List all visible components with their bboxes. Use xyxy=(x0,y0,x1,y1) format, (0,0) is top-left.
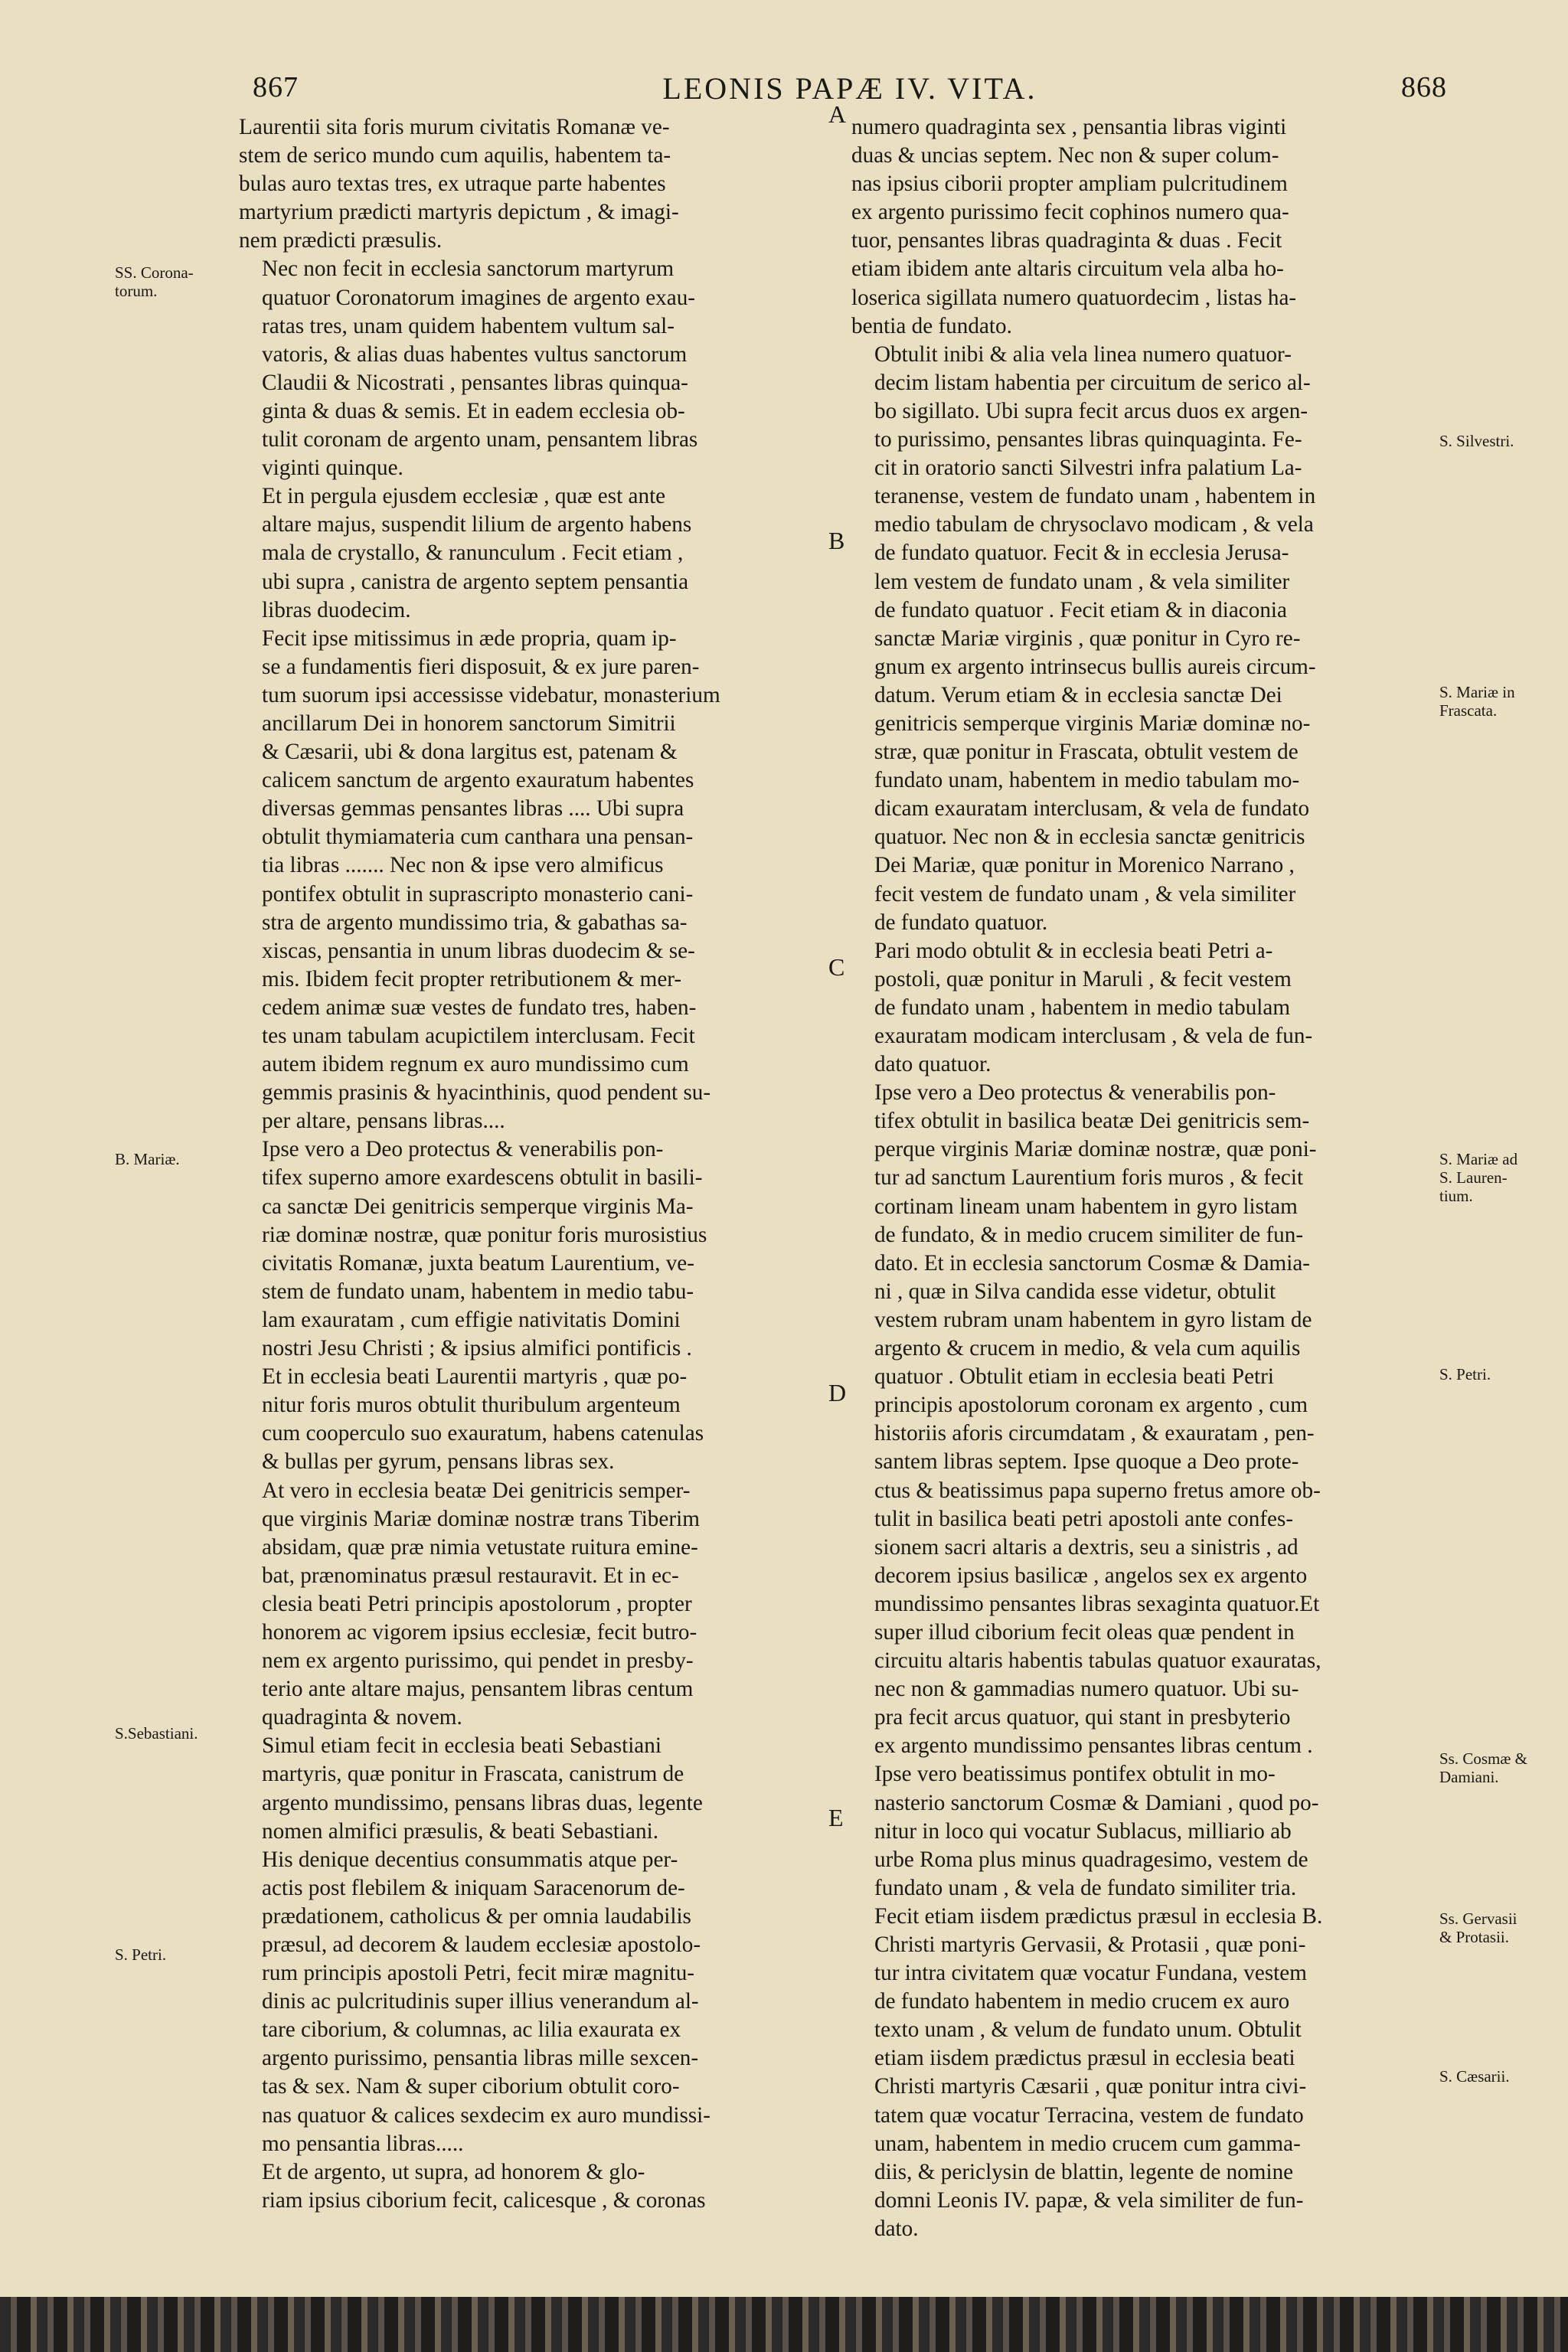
text-line: ni , quæ in Silva candida esse videtur, obtulit xyxy=(874,1279,1276,1304)
text-line: libras duodecim. xyxy=(262,597,411,622)
text-line: Fecit etiam iisdem prædictus præsul in ecclesia B. xyxy=(874,1903,1323,1929)
text-line: actis post flebilem & iniquam Saracenorum de- xyxy=(262,1875,685,1900)
paragraph xyxy=(239,1477,822,1733)
paragraph xyxy=(239,625,822,1136)
text-line: mundissimo pensantes libras sexaginta quatuor.Et xyxy=(874,1591,1320,1616)
text-line: diversas gemmas pensantes libras .... Ubi supra xyxy=(262,796,684,822)
text-line: bentia de fundato. xyxy=(851,313,1012,338)
section-letter-e: E xyxy=(828,1804,844,1831)
text-line: bo sigillato. Ubi supra fecit arcus duos ex argen- xyxy=(874,398,1308,423)
paragraph xyxy=(239,482,822,624)
text-line: medio tabulam de chrysoclavo modicam , & vela xyxy=(874,512,1314,537)
text-line: historiis aforis circumdatam , & exauratam , pen- xyxy=(874,1421,1315,1446)
text-line: ancillarum Dei in honorem sanctorum Simitrii xyxy=(262,710,676,736)
margin-note-right: S. Mariæ in Frascata. xyxy=(1439,683,1515,720)
text-line: Ipse vero a Deo protectus & venerabilis pon- xyxy=(874,1080,1276,1106)
text-line: tur intra civitatem quæ vocatur Fundana, vestem xyxy=(874,1961,1307,1986)
text-line: que virginis Mariæ dominæ nostræ trans Tiberim xyxy=(262,1506,700,1531)
section-letter-a: A xyxy=(828,100,847,128)
text-line: stræ, quæ ponitur in Frascata, obtulit vestem de xyxy=(874,740,1298,765)
text-line: Fecit ipse mitissimus in æde propria, quam ip- xyxy=(262,626,677,651)
text-line: tifex obtulit in basilica beatæ Dei genitricis sem- xyxy=(874,1109,1310,1134)
text-line: dato. Et in ecclesia sanctorum Cosmæ & Damia- xyxy=(874,1250,1311,1276)
text-line: to purissimo, pensantes libras quinquaginta. Fe- xyxy=(874,427,1302,452)
text-line: tulit in basilica beati petri apostoli ante confes- xyxy=(874,1506,1294,1531)
text-line: ex argento mundissimo pensantes libras centum . xyxy=(874,1733,1313,1759)
text-line: bat, prænominatus præsul restauravit. Et in ec- xyxy=(262,1563,679,1588)
margin-note-left: S. Petri. xyxy=(115,1945,167,1964)
text-line: civitatis Romanæ, juxta beatum Laurentium, ve- xyxy=(262,1250,694,1276)
text-line: stem de serico mundo cum aquilis, habentem ta- xyxy=(239,143,671,168)
text-line: fundato unam , & vela de fundato similiter tria. xyxy=(874,1875,1297,1900)
text-line: tia libras ....... Nec non & ipse vero almificus xyxy=(262,853,664,878)
text-line: altare majus, suspendit lilium de argento habens xyxy=(262,512,692,537)
margin-note-right: S. Cæsarii. xyxy=(1439,2067,1510,2086)
text-line: genitricis semperque virginis Mariæ dominæ no- xyxy=(874,710,1311,736)
text-line: nasterio sanctorum Cosmæ & Damiani , quod po- xyxy=(874,1790,1319,1815)
text-line: dinis ac pulcritudinis super illius venerandum al- xyxy=(262,1989,699,2014)
page-header xyxy=(253,70,1447,109)
text-line: riæ dominæ nostræ, quæ ponitur foris murosistius xyxy=(262,1222,707,1247)
text-line: principis apostolorum coronam ex argento , cum xyxy=(874,1393,1308,1418)
text-line: fundato unam, habentem in medio tabulam mo- xyxy=(874,768,1300,793)
text-line: argento mundissimo, pensans libras duas, legente xyxy=(262,1790,703,1815)
text-line: ctus & beatissimus papa superno fretus amore ob- xyxy=(874,1478,1321,1503)
text-line: tulit coronam de argento unam, pensantem libras xyxy=(262,427,698,452)
text-line: lem vestem de fundato unam , & vela similiter xyxy=(874,569,1290,594)
paragraph xyxy=(851,113,1439,341)
text-line: stra de argento mundissimo tria, & gabathas sa- xyxy=(262,910,688,935)
text-line: duas & uncias septem. Nec non & super colum- xyxy=(851,143,1279,168)
text-line: nas quatuor & calices sexdecim ex auro mundissi- xyxy=(262,2102,711,2128)
text-line: exauratam modicam interclusam , & vela de fun- xyxy=(874,1024,1313,1048)
text-line: super illud ciborium fecit oleas quæ pendent in xyxy=(874,1619,1295,1645)
margin-note-left: S.Sebastiani. xyxy=(115,1724,198,1743)
text-line: tifex superno amore exardescens obtulit in basili- xyxy=(262,1165,703,1191)
text-line: Simul etiam fecit in ecclesia beati Sebastiani xyxy=(262,1733,662,1759)
text-line: prædationem, catholicus & per omnia laudabilis xyxy=(262,1903,691,1929)
text-line: Claudii & Nicostrati , pensantes libras quinqua- xyxy=(262,370,688,395)
page-number-left: 867 xyxy=(253,71,299,103)
text-line: decim listam habentia per circuitum de serico al- xyxy=(874,370,1311,395)
text-line: & Cæsarii, ubi & dona largitus est, patenam & xyxy=(262,740,678,765)
text-line: martyris, quæ ponitur in Frascata, canistrum de xyxy=(262,1762,684,1787)
paragraph xyxy=(239,1846,822,2158)
text-line: ex argento purissimo fecit cophinos numero qua- xyxy=(851,200,1289,225)
text-line: riam ipsius ciborium fecit, calicesque , & coronas xyxy=(262,2187,706,2213)
text-line: honorem ac vigorem ipsius ecclesiæ, fecit butro- xyxy=(262,1619,697,1645)
text-line: nas ipsius ciborii propter ampliam pulcritudinem xyxy=(851,172,1288,197)
text-line: ubi supra , canistra de argento septem pensantia xyxy=(262,569,689,594)
text-line: de fundato quatuor . Fecit etiam & in diaconia xyxy=(874,597,1287,622)
text-line: sionem sacri altaris a dextris, seu a sinistris , ad xyxy=(874,1534,1298,1560)
text-line: nomen almifici præsulis, & beati Sebastiani. xyxy=(262,1818,658,1844)
text-line: Ipse vero beatissimus pontifex obtulit in mo- xyxy=(874,1762,1276,1787)
paragraph xyxy=(239,2158,822,2215)
text-line: His denique decentius consummatis atque per- xyxy=(262,1847,678,1872)
paragraph xyxy=(239,1732,822,1845)
text-line: domni Leonis IV. papæ, & vela similiter de fun- xyxy=(874,2187,1304,2213)
text-line: tatem quæ vocatur Terracina, vestem de fundato xyxy=(874,2102,1304,2128)
text-line: Nec non fecit in ecclesia sanctorum martyrum xyxy=(262,256,675,282)
text-line: Et in ecclesia beati Laurentii martyris , quæ po- xyxy=(262,1364,688,1390)
text-line: quatuor . Obtulit etiam in ecclesia beati Petri xyxy=(874,1364,1274,1390)
text-line: postoli, quæ ponitur in Maruli , & fecit vestem xyxy=(874,966,1292,991)
paragraph xyxy=(851,1760,1439,2243)
margin-note-right: Ss. Cosmæ & Damiani. xyxy=(1439,1749,1527,1786)
text-line: argento purissimo, pensantia libras mille sexcen- xyxy=(262,2046,699,2071)
text-line: absidam, quæ præ nimia vetustate ruitura emine- xyxy=(262,1534,698,1560)
text-line: de fundato quatuor. xyxy=(874,910,1048,935)
text-line: vestem rubram unam habentem in gyro listam de xyxy=(874,1307,1312,1332)
text-line: mala de crystallo, & ranunculum . Fecit etiam , xyxy=(262,541,684,566)
text-line: At vero in ecclesia beatæ Dei genitricis semper- xyxy=(262,1478,691,1503)
margin-note-left: B. Mariæ. xyxy=(115,1150,180,1168)
text-line: de fundato quatuor. Fecit & in ecclesia Jerusa- xyxy=(874,541,1289,566)
text-line: se a fundamentis fieri disposuit, & ex jure paren- xyxy=(262,654,700,679)
text-line: pra fecit arcus quatuor, qui stant in presbyterio xyxy=(874,1705,1291,1730)
text-line: gemmis prasinis & hyacinthinis, quod pendent su- xyxy=(262,1080,711,1106)
text-line: diis, & periclysin de blattin, legente de nomine xyxy=(874,2159,1294,2184)
text-line: nitur foris muros obtulit thuribulum argenteum xyxy=(262,1393,681,1418)
text-line: etiam iisdem prædictus præsul in ecclesia beati xyxy=(874,2046,1295,2071)
text-line: dicam exauratam interclusam, & vela de fundato xyxy=(874,796,1310,822)
paragraph xyxy=(239,113,822,255)
text-line: perque virginis Mariæ dominæ nostræ, quæ poni- xyxy=(874,1137,1317,1162)
scan-background-strip xyxy=(0,2297,1568,2352)
text-line: stem de fundato unam, habentem in medio tabu- xyxy=(262,1279,694,1304)
text-line: etiam ibidem ante altaris circuitum vela alba ho- xyxy=(851,256,1284,282)
section-letter-c: C xyxy=(828,953,845,981)
text-line: de fundato, & in medio crucem similiter de fun- xyxy=(874,1222,1304,1247)
text-line: clesia beati Petri principis apostolorum , propter xyxy=(262,1591,692,1616)
text-line: dato. xyxy=(874,2216,919,2241)
text-line: sanctæ Mariæ virginis , quæ ponitur in Cyro re- xyxy=(874,626,1301,651)
text-line: texto unam , & velum de fundato unum. Obtulit xyxy=(874,2017,1302,2043)
text-line: Obtulit inibi & alia vela linea numero quatuor- xyxy=(874,341,1292,367)
text-line: terio ante altare majus, pensantem libras centum xyxy=(262,1677,694,1702)
text-line: calicem sanctum de argento exauratum habentes xyxy=(262,768,694,793)
text-line: martyrium prædicti martyris depictum , & imagi- xyxy=(239,200,679,225)
text-line: urbe Roma plus minus quadragesimo, vestem de xyxy=(874,1847,1308,1872)
margin-note-right: S. Silvestri. xyxy=(1439,432,1514,450)
text-line: santem libras septem. Ipse quoque a Deo prote- xyxy=(874,1449,1299,1475)
margin-note-right: S. Petri. xyxy=(1439,1365,1491,1383)
text-line: lam exauratam , cum effigie nativitatis Domini xyxy=(262,1307,681,1332)
text-line: nitur in loco qui vocatur Sublacus, milliario ab xyxy=(874,1818,1292,1844)
text-line: per altare, pensans libras.... xyxy=(262,1109,505,1134)
margin-note-right: S. Mariæ ad S. Lauren- tium. xyxy=(1439,1150,1518,1205)
text-line: tare ciborium, & columnas, ac lilia exaurata ex xyxy=(262,2017,681,2043)
text-line: viginti quinque. xyxy=(262,456,403,481)
text-line: obtulit thymiamateria cum canthara una pensan- xyxy=(262,825,694,850)
paragraph xyxy=(851,341,1439,937)
text-line: ratas tres, unam quidem habentem vultum sal- xyxy=(262,313,675,338)
text-line: quatuor. Nec non & in ecclesia sanctæ genitricis xyxy=(874,825,1305,850)
text-line: argento & crucem in medio, & vela cum aquilis xyxy=(874,1336,1301,1361)
text-line: de fundato unam , habentem in medio tabulam xyxy=(874,995,1291,1020)
text-line: bulas auro textas tres, ex utraque parte habentes xyxy=(239,172,666,197)
text-line: præsul, ad decorem & laudem ecclesiæ apostolo- xyxy=(262,1932,701,1957)
text-line: nem ex argento purissimo, qui pendet in presby- xyxy=(262,1648,694,1674)
text-line: quadraginta & novem. xyxy=(262,1705,462,1730)
text-line: tum suorum ipsi accessisse videbatur, monasterium xyxy=(262,682,720,707)
text-line: autem ibidem regnum ex auro mundissimo cum xyxy=(262,1052,689,1077)
text-line: tes unam tabulam acupictilem interclusam. Fecit xyxy=(262,1024,695,1048)
text-line: decorem ipsius basilicæ , angelos sex ex argento xyxy=(874,1563,1308,1588)
text-line: dato quatuor. xyxy=(874,1052,991,1077)
margin-note-left: SS. Corona- torum. xyxy=(115,263,194,300)
section-letter-b: B xyxy=(828,527,845,554)
text-line: mis. Ibidem fecit propter retributionem & mer- xyxy=(262,966,682,991)
text-line: mo pensantia libras..... xyxy=(262,2131,464,2156)
text-line: tur ad sanctum Laurentium foris muros , & fecit xyxy=(874,1165,1304,1191)
text-line: xiscas, pensantia in unum libras duodecim & se- xyxy=(262,938,695,963)
text-line: Et in pergula ejusdem ecclesiæ , quæ est ante xyxy=(262,484,666,509)
paragraph xyxy=(239,255,822,482)
text-line: unam, habentem in medio crucem cum gamma- xyxy=(874,2131,1301,2156)
text-line: rum principis apostoli Petri, fecit miræ magnitu- xyxy=(262,1961,695,1986)
text-line: Christi martyris Cæsarii , quæ ponitur intra civi- xyxy=(874,2074,1307,2099)
text-line: cum cooperculo suo exauratum, habens catenulas xyxy=(262,1421,704,1446)
text-column-left xyxy=(239,113,822,2215)
text-line: numero quadraginta sex , pensantia libras viginti xyxy=(851,115,1287,139)
text-line: nec non & gammadias numero quatuor. Ubi su- xyxy=(874,1677,1299,1702)
text-line: teranense, vestem de fundato unam , habentem in xyxy=(874,484,1316,509)
text-line: quatuor Coronatorum imagines de argento exau- xyxy=(262,285,696,310)
paragraph xyxy=(851,937,1439,1079)
text-column-right xyxy=(851,113,1439,2243)
section-letter-d: D xyxy=(828,1379,847,1406)
text-line: tas & sex. Nam & super ciborium obtulit coro- xyxy=(262,2074,680,2099)
text-line: ginta & duas & semis. Et in eadem ecclesia ob- xyxy=(262,398,685,423)
text-line: Et de argento, ut supra, ad honorem & glo- xyxy=(262,2159,645,2184)
margin-note-right: Ss. Gervasii & Protasii. xyxy=(1439,1909,1517,1946)
text-line: Christi martyris Gervasii, & Protasii , quæ poni- xyxy=(874,1932,1306,1957)
text-line: cortinam lineam unam habentem in gyro listam xyxy=(874,1194,1298,1219)
paragraph xyxy=(851,1079,1439,1760)
text-line: loserica sigillata numero quatuordecim , listas ha- xyxy=(851,285,1297,310)
text-line: Pari modo obtulit & in ecclesia beati Petri a- xyxy=(874,938,1273,963)
text-line: datum. Verum etiam & in ecclesia sanctæ Dei xyxy=(874,682,1282,707)
paragraph xyxy=(239,1135,822,1476)
text-line: cit in oratorio sancti Silvestri infra palatium La- xyxy=(874,456,1302,481)
text-line: circuitu altaris habentis tabulas quatuor exauratas, xyxy=(874,1648,1321,1674)
text-line: nostri Jesu Christi ; & ipsius almifici pontificis . xyxy=(262,1336,692,1361)
text-line: Laurentii sita foris murum civitatis Romanæ ve- xyxy=(239,115,670,139)
text-line: fecit vestem de fundato unam , & vela similiter xyxy=(874,881,1296,906)
text-line: nem prædicti præsulis. xyxy=(239,228,443,253)
text-line: ca sanctæ Dei genitricis semperque virginis Ma- xyxy=(262,1194,694,1219)
text-line: pontifex obtulit in suprascripto monasterio cani- xyxy=(262,881,694,906)
text-line: cedem animæ suæ vestes de fundato tres, haben- xyxy=(262,995,697,1020)
running-title: LEONIS PAPÆ IV. VITA. xyxy=(662,71,1037,106)
text-line: vatoris, & alias duas habentes vultus sanctorum xyxy=(262,341,688,367)
text-line: Ipse vero a Deo protectus & venerabilis pon- xyxy=(262,1137,664,1162)
text-line: gnum ex argento intrinsecus bullis aureis circum- xyxy=(874,654,1316,679)
text-line: de fundato habentem in medio crucem ex auro xyxy=(874,1989,1290,2014)
text-line: & bullas per gyrum, pensans libras sex. xyxy=(262,1449,615,1475)
text-line: Dei Mariæ, quæ ponitur in Morenico Narrano , xyxy=(874,853,1295,878)
text-line: tuor, pensantes libras quadraginta & duas . Fecit xyxy=(851,228,1282,253)
page-number-right: 868 xyxy=(1401,71,1447,103)
